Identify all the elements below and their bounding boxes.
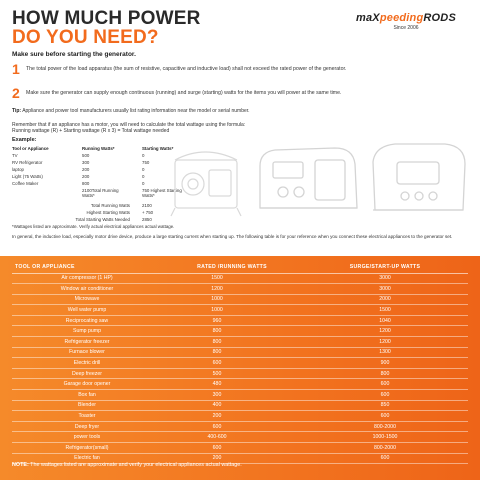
example-sum-label: Highest Starting Watts (86, 210, 130, 215)
power-table-row (12, 305, 468, 316)
power-table-cell: Refrigerator freezer (12, 337, 162, 348)
example-cell: 0 (142, 181, 145, 186)
power-table-cell: 800-2000 (302, 443, 468, 454)
step-number: 2 (12, 85, 20, 101)
power-table-cell: 300 (162, 390, 302, 401)
example-header: Tool or Appliance (12, 146, 49, 151)
power-table-cell: 900 (302, 358, 468, 369)
tip-label: Tip: (12, 108, 22, 114)
power-table-cell: 1300 (302, 347, 468, 358)
example-title: Example: (12, 137, 37, 143)
power-table-row (12, 379, 468, 390)
power-table-cell: 600 (302, 390, 468, 401)
power-table-row (12, 315, 468, 326)
power-table-cell: Furnace blower (12, 347, 162, 358)
power-table-header-row (12, 262, 468, 273)
power-table-cell: Reciprocating saw (12, 315, 162, 326)
power-table-cell: Well water pump (12, 305, 162, 316)
power-table-cell: 2000 (302, 294, 468, 305)
page-title-line2: DO YOU NEED? (12, 27, 159, 48)
power-table-cell: 1000 (162, 294, 302, 305)
power-table-cell: 600 (162, 443, 302, 454)
power-table-cell: Electric drill (12, 358, 162, 369)
power-table-cell: 3000 (302, 284, 468, 295)
power-table-cell: Toaster (12, 411, 162, 422)
power-table-cell: 600 (302, 411, 468, 422)
power-table-cell: 500 (162, 368, 302, 379)
power-table-cell: 400 (162, 400, 302, 411)
power-table-cell: 1200 (162, 284, 302, 295)
example-highest-starting: 750 Highest Starting Watts* (142, 188, 182, 198)
power-table-row (12, 326, 468, 337)
power-table-row (12, 337, 468, 348)
example-sum-value: 2100 (142, 203, 152, 208)
open-frame-generator-icon (171, 152, 241, 216)
power-table-cell: 1200 (302, 326, 468, 337)
power-table-row (12, 294, 468, 305)
example-cell: Light (75 Watts) (12, 174, 43, 179)
example-cell: laptop (12, 167, 24, 172)
power-table-cell: Garage door opener (12, 379, 162, 390)
power-table-cell: 600 (162, 421, 302, 432)
power-table-cell: 800-2000 (302, 421, 468, 432)
page-title-line1: HOW MUCH POWER (12, 8, 201, 29)
example-cell: 0 (142, 153, 145, 158)
power-table-cell: Box fan (12, 390, 162, 401)
power-table-row (12, 284, 468, 295)
example-cell: 200 (82, 167, 90, 172)
power-table-cell: 200 (162, 453, 302, 464)
example-cell: 800 (82, 181, 90, 186)
power-table (12, 262, 468, 464)
power-table-cell: Microwave (12, 294, 162, 305)
power-table-row (12, 368, 468, 379)
power-table-row (12, 273, 468, 284)
power-table-cell: Deep freezer (12, 368, 162, 379)
power-table-row (12, 390, 468, 401)
example-cell: 750 (142, 160, 150, 165)
power-table-cell: 3000 (302, 273, 468, 284)
power-table-cell: 480 (162, 379, 302, 390)
power-table-cell: 1500 (162, 273, 302, 284)
power-table-cell: 1000 (162, 305, 302, 316)
power-table-cell: 960 (162, 315, 302, 326)
general-note: In general, the inductive load, especially motor drive device, produce a large starting current when starting up. The following table is for your reference when you connect these electrical appliances to the generator set. (12, 234, 453, 239)
formula-line-1: Remember that if an appliance has a motor, you will need to calculate the total wattage using the formula: (12, 122, 246, 128)
example-cell: 300 (82, 160, 90, 165)
example-cell: 200 (82, 174, 90, 179)
power-table-cell: 850 (302, 400, 468, 411)
formula-note (12, 122, 342, 134)
example-cell: 500 (82, 153, 90, 158)
power-table-cell: 1500 (302, 305, 468, 316)
power-table-cell: Sump pump (12, 326, 162, 337)
tip-text (12, 108, 250, 114)
power-table-cell: Refrigerator(small) (12, 443, 162, 454)
power-table-header: TOOL OR APPLIANCE (12, 262, 162, 273)
page-subtitle: Make sure before starting the generator. (12, 51, 136, 58)
generator-illustrations (165, 138, 475, 223)
brand-suffix: RODS (423, 12, 456, 24)
power-table-cell: 800 (162, 337, 302, 348)
note-text: The wattages listed are approximate and verify your electrical appliances actual wattage. (28, 462, 242, 468)
example-header: Starting Watts* (142, 146, 174, 151)
power-table-cell: power tools (12, 432, 162, 443)
power-table-cell: 800 (162, 326, 302, 337)
power-table-row (12, 347, 468, 358)
power-table-cell: Blender (12, 400, 162, 411)
power-table-cell: 1200 (302, 337, 468, 348)
example-sum-value: 2850 (142, 217, 152, 222)
step-text: Make sure the generator can supply enough continuous (running) and surge (starting) watts for the items you will power at the same time. (26, 90, 342, 96)
formula-line-2: Running wattage (R) + Starting wattage (R x 3) = Total wattage needed (12, 128, 170, 134)
power-table-cell: Deep fryer (12, 421, 162, 432)
bottom-note (12, 462, 242, 468)
power-table-cell: 200 (162, 411, 302, 422)
power-table-row (12, 421, 468, 432)
power-table-row (12, 411, 468, 422)
power-table-row (12, 443, 468, 454)
power-table-cell: 400-600 (162, 432, 302, 443)
example-total-running: 2100Total Running Watts* (82, 188, 119, 198)
power-table-cell: Window air conditioner (12, 284, 162, 295)
power-table-cell: 800 (302, 368, 468, 379)
power-table-row (12, 432, 468, 443)
brand-prefix: maX (355, 12, 380, 24)
example-sum-label: Total Starting Watts Needed (75, 217, 130, 222)
power-table-cell: 600 (302, 379, 468, 390)
power-table-cell: 600 (302, 453, 468, 464)
power-table-header: SURGE/START-UP WATTS (302, 262, 468, 273)
power-table-row (12, 358, 468, 369)
example-cell: TV (12, 153, 18, 158)
inverter-generator-icon (260, 148, 357, 208)
step-text: The total power of the load apparatus (the sum of resistive, capacitive and inductive load) shall not exceed the rated power of the generator. (26, 66, 347, 72)
tip-body: Appliance and power tool manufacturers usually list rating information near the model or serial number. (21, 108, 250, 114)
example-cell: 0 (142, 174, 145, 179)
compact-generator-icon (373, 144, 465, 210)
example-header: Running Watts* (82, 146, 115, 151)
power-table-row (12, 400, 468, 411)
brand-mid: peeding (379, 12, 424, 24)
note-label: NOTE: (12, 462, 29, 468)
example-sum-label: Total Running Watts (90, 203, 130, 208)
power-table-cell: 1040 (302, 315, 468, 326)
power-table-cell: 600 (162, 358, 302, 369)
power-table-cell: Air compressor (1 HP) (12, 273, 162, 284)
brand-logo (346, 12, 466, 31)
power-table-cell: 1000-1500 (302, 432, 468, 443)
power-table-cell: 800 (162, 347, 302, 358)
example-sum-value: + 750 (142, 210, 154, 215)
footnote: *Wattages listed are approximate. Verify actual electrical appliances actual wattage. (12, 224, 175, 229)
brand-since: Since 2006 (393, 25, 419, 31)
example-cell: RV Refrigerator (12, 160, 43, 165)
step-number: 1 (12, 61, 20, 77)
example-cell: Coffee Maker (12, 181, 39, 186)
power-table-cell: Electric fan (12, 453, 162, 464)
power-table-header: RATED /RUNNING WATTS (162, 262, 302, 273)
example-cell: 0 (142, 167, 145, 172)
brand-logo-text (346, 12, 466, 24)
